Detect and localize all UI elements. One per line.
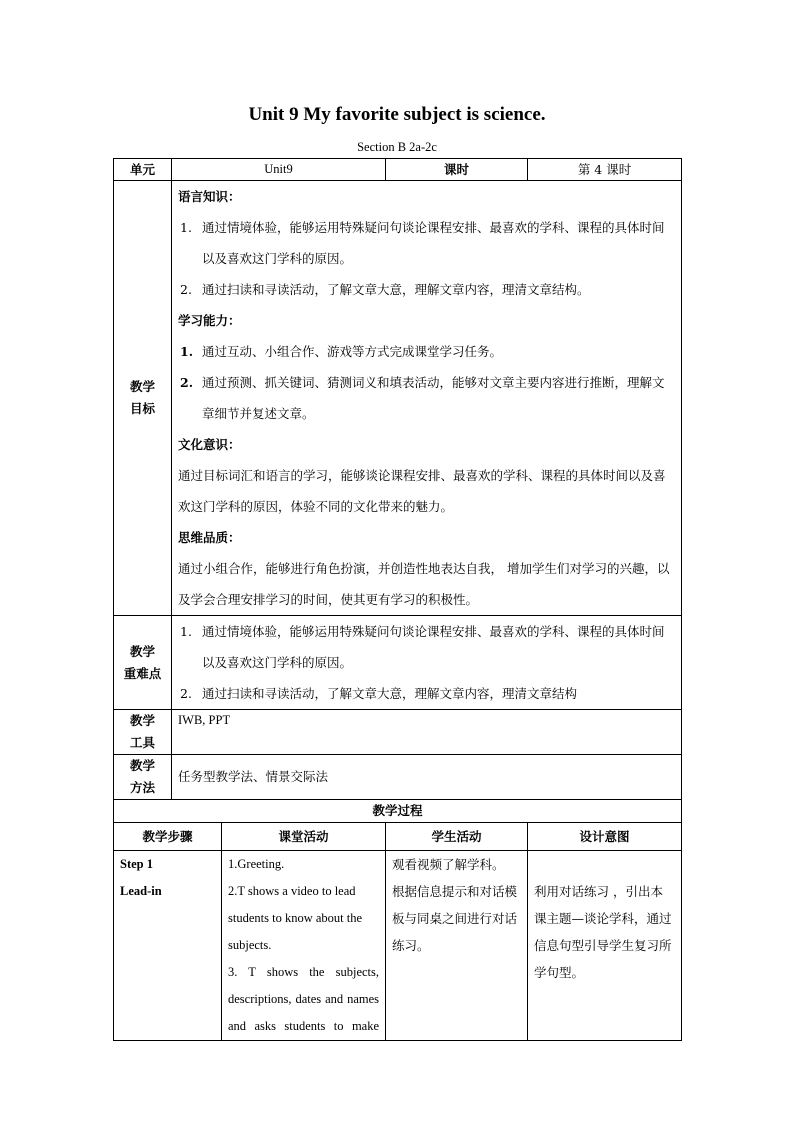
ability-item: 1. 通过互动、小组合作、游戏等方式完成课堂学习任务。 bbox=[180, 344, 503, 359]
period-label: 课时 bbox=[386, 159, 528, 181]
key-points-label-line1: 教学 bbox=[129, 643, 155, 659]
period-value: 第 4 课时 bbox=[528, 159, 682, 181]
ability-item: 2. 通过预测、抓关键词、猜测词义和填表活动，能够对文章主要内容进行推断，理解文章细节并复述文章。 bbox=[180, 375, 665, 421]
intent-cell bbox=[528, 851, 682, 1041]
page-subtitle: Section B 2a-2c bbox=[357, 140, 437, 154]
methods-value: 任务型教学法、情景交际法 bbox=[172, 755, 682, 800]
column-header-step: 教学步骤 bbox=[114, 823, 222, 851]
step-number: Step 1 bbox=[120, 857, 153, 871]
step-name: Lead-in bbox=[120, 884, 162, 898]
language-item: 1. 通过情境体验，能够运用特殊疑问句谈论课程安排、最喜欢的学科、课程的具体时间以及喜欢这门学科的原因。 bbox=[180, 220, 665, 266]
thinking-heading: 思维品质： bbox=[178, 530, 241, 545]
page-title: Unit 9 My favorite subject is science. bbox=[248, 104, 546, 125]
key-points-content bbox=[172, 616, 682, 710]
column-header-intent: 设计意图 bbox=[528, 823, 682, 851]
tools-label-line1: 教学 bbox=[129, 713, 155, 728]
activity-line: 1.Greeting. bbox=[228, 857, 285, 871]
objectives-row bbox=[114, 181, 682, 616]
column-header-student: 学生活动 bbox=[386, 823, 528, 851]
tools-row bbox=[114, 710, 682, 755]
culture-heading: 文化意识： bbox=[178, 437, 241, 452]
unit-label: 单元 bbox=[114, 159, 172, 181]
objectives-label-line1: 教学 bbox=[129, 379, 155, 394]
objectives-content bbox=[172, 181, 682, 616]
table-row bbox=[114, 851, 682, 1041]
student-line: 观看视频了解学科。 bbox=[392, 857, 505, 872]
methods-label bbox=[114, 755, 172, 800]
objectives-label-line2: 目标 bbox=[129, 401, 155, 416]
activity-line: 3. T shows the subjects, descriptions, dates and names and asks students to make bbox=[228, 965, 380, 1033]
process-columns-row bbox=[114, 823, 682, 851]
tools-label-line2: 工具 bbox=[129, 735, 155, 750]
key-points-label bbox=[114, 616, 172, 710]
language-item: 2. 通过扫读和寻读活动，了解文章大意，理解文章内容，理清文章结构。 bbox=[180, 282, 590, 297]
tools-label bbox=[114, 710, 172, 755]
lesson-plan-table bbox=[113, 158, 682, 1041]
step-cell bbox=[114, 851, 222, 1041]
thinking-text: 通过小组合作，能够进行角色扮演，并创造性地表达自我， 增加学生们对学习的兴趣，以及学会合理安排学习的时间，使其更有学习的积极性。 bbox=[178, 561, 670, 607]
column-header-activity: 课堂活动 bbox=[222, 823, 386, 851]
language-heading: 语言知识： bbox=[178, 189, 241, 204]
methods-row bbox=[114, 755, 682, 800]
unit-value: Unit9 bbox=[172, 159, 386, 181]
key-points-label-line2: 重难点 bbox=[123, 665, 162, 681]
methods-label-line2: 方法 bbox=[129, 780, 155, 795]
methods-label-line1: 教学 bbox=[129, 758, 155, 773]
intent-text: 利用对话练习 ，引出本课主题—谈论学科，通过信息句型引导学生复习所学句型。 bbox=[534, 884, 672, 980]
key-points-row bbox=[114, 616, 682, 710]
ability-heading: 学习能力： bbox=[178, 313, 241, 328]
key-point-item: 2. 通过扫读和寻读活动，了解文章大意，理解文章内容，理清文章结构 bbox=[180, 686, 578, 701]
activity-cell bbox=[222, 851, 386, 1041]
process-heading: 教学过程 bbox=[114, 800, 682, 823]
student-line: 根据信息提示和对话模板与同桌之间进行对话练习。 bbox=[392, 884, 518, 953]
activity-line: 2.T shows a video to lead students to know about the subjects. bbox=[228, 884, 363, 952]
tools-value: IWB, PPT bbox=[172, 710, 682, 755]
objectives-label bbox=[114, 181, 172, 616]
student-cell bbox=[386, 851, 528, 1041]
culture-text: 通过目标词汇和语言的学习，能够谈论课程安排、最喜欢的学科、课程的具体时间以及喜欢这门学科的原因，体验不同的文化带来的魅力。 bbox=[178, 468, 666, 514]
process-heading-row bbox=[114, 800, 682, 823]
key-point-item: 1. 通过情境体验，能够运用特殊疑问句谈论课程安排、最喜欢的学科、课程的具体时间以及喜欢这门学科的原因。 bbox=[180, 624, 665, 670]
header-row bbox=[114, 159, 682, 181]
